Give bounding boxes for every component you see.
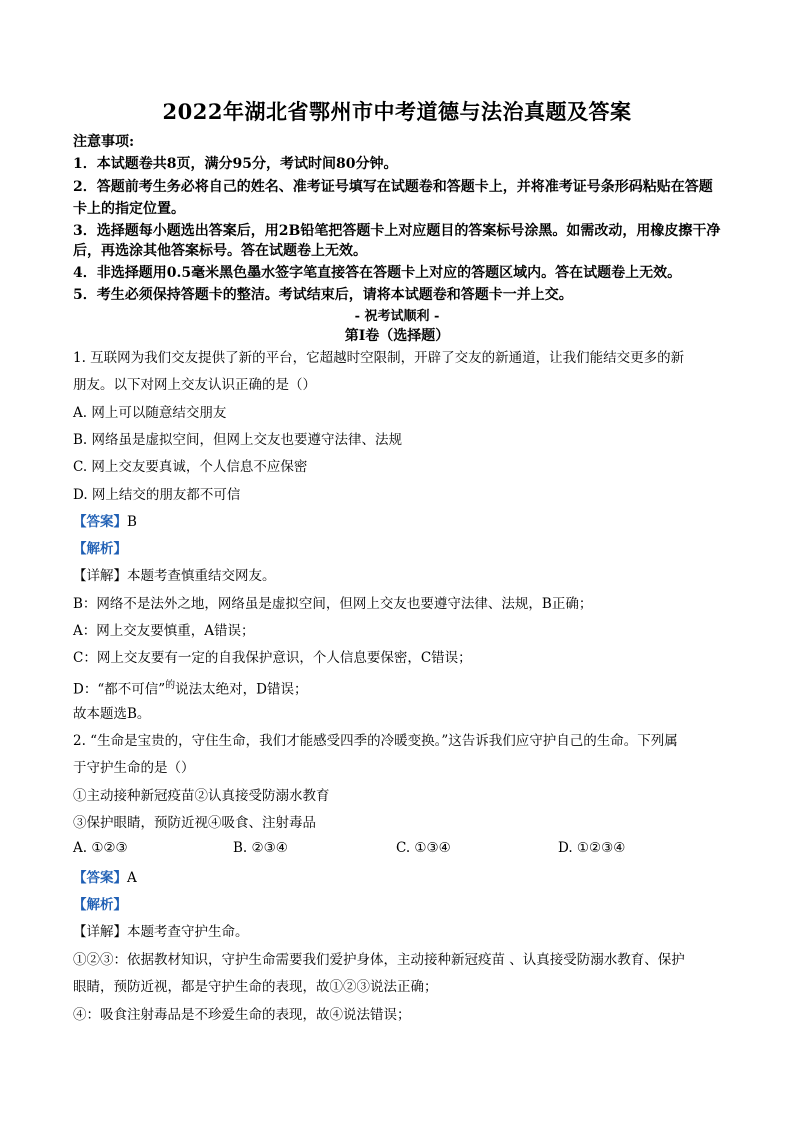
q1-explain-d xyxy=(73,676,723,698)
q2-explain: ④：吸食注射毒品是不珍爱生命的表现，故④说法错误； xyxy=(73,1007,411,1023)
explain-d-rest: 说法太绝对，D错误； xyxy=(175,681,308,698)
q1-stem: 朋友。以下对网上交友认识正确的是（） xyxy=(73,377,316,393)
q1-option-a: A. 网上可以随意结交朋友 xyxy=(73,405,227,421)
q2-detail: 【详解】本题考查守护生命。 xyxy=(73,924,249,940)
q1-explain-b: B：网络不是法外之地，网络虽是虚拟空间，但网上交友也要遵守法律、法规，B正确； xyxy=(73,596,593,612)
q2-option-b: B. ②③④ xyxy=(233,840,288,856)
q2-stem: 于守护生命的是（） xyxy=(73,760,195,776)
q1-answer xyxy=(73,510,723,530)
q1-explain-c: C：网上交友要有一定的自我保护意识，个人信息要保密，C错误； xyxy=(73,650,472,666)
notice-item: 后，再选涂其他答案标号。答在试题卷上无效。 xyxy=(73,243,367,259)
answer-value: B xyxy=(127,514,137,530)
answer-tag: 【答案】 xyxy=(73,870,127,886)
explain-d-quote: D：“都不可信” xyxy=(73,681,166,698)
q2-items: ①主动接种新冠疫苗②认真接受防溺水教育 xyxy=(73,788,330,804)
notice-item: 1．本试题卷共8页，满分95分，考试时间80分钟。 xyxy=(73,156,398,172)
notice-item: 2．答题前考生务必将自己的姓名、准考证号填写在试题卷和答题卡上，并将准考证号条形码粘贴在答题 xyxy=(73,179,713,195)
answer-tag: 【答案】 xyxy=(73,514,127,530)
q2-option-a: A. ①②③ xyxy=(73,840,128,856)
q1-detail: 【详解】本题考查慎重结交网友。 xyxy=(73,568,276,584)
analysis-tag: 【解析】 xyxy=(73,541,127,557)
q1-conclusion: 故本题选B。 xyxy=(73,706,151,722)
answer-value: A xyxy=(127,870,137,886)
page-title: 2022年湖北省鄂州市中考道德与法治真题及答案 xyxy=(162,99,632,124)
q1-option-d: D. 网上结交的朋友都不可信 xyxy=(73,487,241,503)
notice-item: 卡上的指定位置。 xyxy=(73,201,185,217)
q2-option-d: D. ①②③④ xyxy=(558,840,626,856)
q2-option-c: C. ①③④ xyxy=(396,840,451,856)
notice-item: 5．考生必须保持答题卡的整洁。考试结束后，请将本试题卷和答题卡一并上交。 xyxy=(73,287,573,303)
explain-d-sup: 的 xyxy=(165,680,176,691)
q1-explain-a: A：网上交友要慎重，A错误； xyxy=(73,623,255,639)
q2-stem: 2. “生命是宝贵的，守住生命，我们才能感受四季的冷暖变换。”这告诉我们应守护自己的生命。下列属 xyxy=(73,733,678,749)
q1-option-b: B. 网络虽是虚拟空间，但网上交友也要遵守法律、法规 xyxy=(73,432,403,448)
q1-stem: 1. 互联网为我们交友提供了新的平台，它超越时空限制，开辟了交友的新通道，让我们能结交更多的新 xyxy=(73,350,685,366)
analysis-tag: 【解析】 xyxy=(73,897,127,913)
q2-items: ③保护眼睛，预防近视④吸食、注射毒品 xyxy=(73,815,316,831)
q1-option-c: C. 网上交友要真诚，个人信息不应保密 xyxy=(73,459,308,475)
notice-item: 3．选择题每小题选出答案后，用2B铅笔把答题卡上对应题目的答案标号涂黑。如需改动，用橡皮擦干净 xyxy=(73,223,721,239)
notice-heading: 注意事项: xyxy=(73,134,135,150)
section-heading: 第Ⅰ卷（选择题） xyxy=(344,328,450,344)
notice-item: 4．非选择题用0.5毫米黑色墨水签字笔直接答在答题卡上对应的答题区域内。答在试题卷上无效。 xyxy=(73,265,682,281)
q2-answer xyxy=(73,866,723,886)
q2-explain: ①②③：依据教材知识，守护生命需要我们爱护身体，主动接种新冠疫苗 、认真接受防溺水教育、保护 xyxy=(73,952,685,968)
q2-options xyxy=(73,840,723,860)
q2-explain: 眼睛，预防近视，都是守护生命的表现，故①②③说法正确； xyxy=(73,979,438,995)
wish-text: - 祝考试顺利 - xyxy=(354,309,440,324)
